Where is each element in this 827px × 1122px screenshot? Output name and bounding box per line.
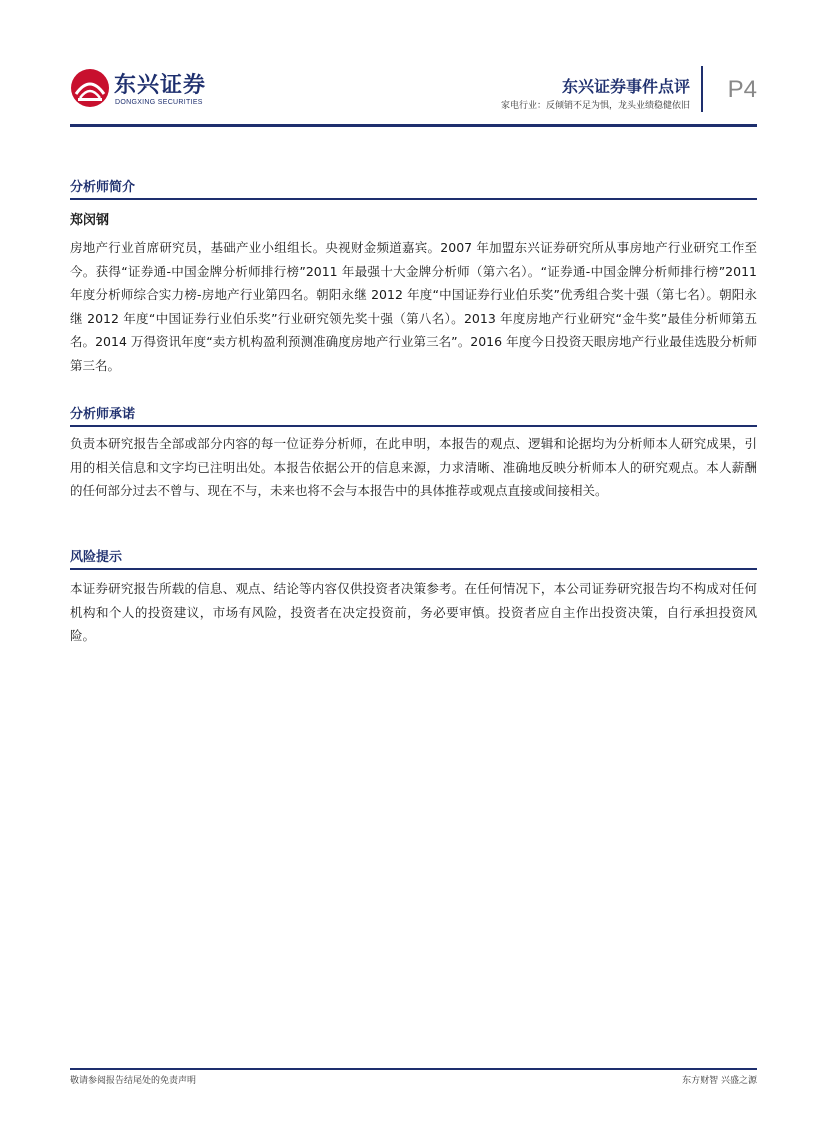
footer-slogan: 东方财智 兴盛之源 bbox=[682, 1076, 757, 1086]
analyst-commitment-text: 负责本研究报告全部或部分内容的每一位证券分析师，在此申明，本报告的观点、逻辑和论据均为分析师本人研究成果，引用的相关信息和文字均已注明出处。本报告依据公开的信息来源，力求清晰、准确地反映分析师本人的研究观点。本人薪酬的任何部分过去不曾与、现在不与，未来也将不会与本报告中的具体推荐或观点直接或间接相关。 bbox=[70, 436, 757, 499]
logo-mark-icon bbox=[70, 68, 110, 108]
company-logo bbox=[70, 68, 250, 116]
footer-disclaimer-note: 敬请参阅报告结尾处的免责声明 bbox=[70, 1076, 197, 1086]
section-title: 风险提示 bbox=[70, 550, 123, 565]
logo-english-name: DONGXING SECURITIES bbox=[115, 99, 203, 106]
section-heading-analyst-intro bbox=[70, 176, 757, 195]
section-rule bbox=[70, 425, 757, 427]
page-header bbox=[70, 62, 757, 126]
page-number: P4 bbox=[727, 76, 757, 103]
risk-notice-text: 本证券研究报告所载的信息、观点、结论等内容仅供投资者决策参考。在任何情况下，本公司证券研究报告均不构成对任何机构和个人的投资建议，市场有风险，投资者在决定投资前，务必要审慎。投资者应自主作出投资决策，自行承担投资风险。 bbox=[70, 581, 757, 644]
logo-chinese-name: 东兴证券 bbox=[114, 73, 207, 98]
section-title: 分析师承诺 bbox=[70, 407, 136, 422]
header-divider bbox=[701, 66, 703, 112]
report-type-title: 东兴证券事件点评 bbox=[561, 77, 690, 96]
section-title: 分析师简介 bbox=[70, 180, 136, 195]
analyst-name: 郑闵钢 bbox=[70, 213, 110, 228]
section-rule bbox=[70, 198, 757, 200]
analyst-bio: 房地产行业首席研究员，基础产业小组组长。央视财金频道嘉宾。2007 年加盟东兴证券研究所从事房地产行业研究工作至今。获得“证券通-中国金牌分析师排行榜”2011 年最强十大金牌分析师（第六名）。“证券通-中国金牌分析师排行榜”2011 年度分析师综合实力榜-房地产行业第四名。朝阳永继 2012 年度“中国证券行业伯乐奖”优秀组合奖十强（第七名）。朝阳永继 2012 年度“中国证券行业伯乐奖”行业研究领先奖十强（第八名）。2013 年度房地产行业研究“金牛奖”最佳分析师第五名。2014 万得资讯年度“卖方机构盈利预测准确度房地产行业第三名”。2016 年度今日投资天眼房地产行业最佳选股分析师第三名。 bbox=[70, 240, 757, 373]
footer-rule bbox=[70, 1068, 757, 1070]
section-rule bbox=[70, 568, 757, 570]
report-subtitle: 家电行业：反倾销不足为惧，龙头业绩稳健依旧 bbox=[500, 101, 690, 111]
header-rule bbox=[70, 124, 757, 127]
section-heading-analyst-commitment bbox=[70, 403, 757, 422]
section-heading-risk-notice bbox=[70, 546, 757, 565]
